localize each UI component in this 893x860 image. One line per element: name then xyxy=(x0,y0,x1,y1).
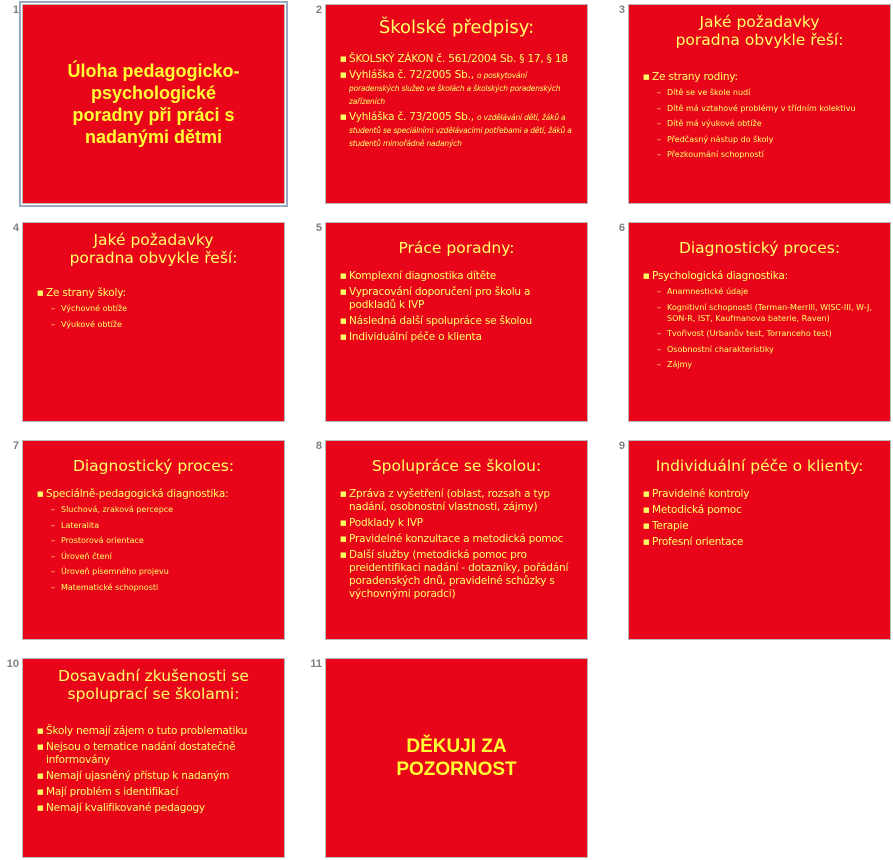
slide-title: Dosavadní zkušenosti se spoluprací se školami: xyxy=(58,667,249,703)
bullet-item: ■ Vypracování doporučení pro školu a podkladů k IVP xyxy=(340,286,579,312)
slide-11[interactable] xyxy=(325,658,588,858)
bullet-item: ■ Pravidelné konzultace a metodická pomoc xyxy=(340,533,579,546)
sub-bullet-item: – Přezkoumání schopností xyxy=(643,149,882,160)
slide-title: Spolupráce se školou: xyxy=(371,457,542,475)
slide-title: Úloha pedagogicko-psychologické poradny při práci s nadanými dětmi xyxy=(67,61,240,147)
slide-7[interactable] xyxy=(22,440,285,640)
sub-bullet-item: – Zájmy xyxy=(643,359,882,370)
slide-title: Individuální péče o klienty: xyxy=(655,457,864,475)
slide-6[interactable] xyxy=(628,222,891,422)
bullet-item: ■ Speciálně-pedagogická diagnostika: xyxy=(37,488,276,501)
bullet-item: ■ Další služby (metodická pomoc pro preidentifikaci nadání - dotazníky, pořádání poradenských dnů, pravidelné schůzky s výchovnými poradci) xyxy=(340,549,579,601)
sub-bullet-item: – Dítě má výukové obtíže xyxy=(643,118,882,129)
sub-bullet-item: – Anamnestické údaje xyxy=(643,286,882,297)
slide-title: Diagnostický proces: xyxy=(72,457,235,475)
slide-number: 1 xyxy=(12,4,19,16)
slide-number: 8 xyxy=(315,440,322,452)
sub-bullet-item: – Kognitivní schopnosti (Terman-Merrill, WISC-III, W-J, SON-R, IST, Kaufmanova baterie, Raven) xyxy=(643,302,882,324)
sub-bullet-item: – Prostorová orientace xyxy=(37,535,276,546)
slide-title: Jaké požadavky poradna obvykle řeší: xyxy=(675,13,844,49)
bullet-item: ■ Nejsou o tematice nadání dostatečně informovány xyxy=(37,741,276,767)
bullet-item: ■ Terapie xyxy=(643,520,882,533)
slide-9[interactable] xyxy=(628,440,891,640)
sub-bullet-item: – Úroveň čtení xyxy=(37,551,276,562)
slide-number: 2 xyxy=(315,4,322,16)
bullet-item: ■ Ze strany rodiny: xyxy=(643,71,882,84)
slide-number: 11 xyxy=(310,658,322,670)
slide-number: 6 xyxy=(618,222,625,234)
sub-bullet-item: – Lateralita xyxy=(37,520,276,531)
slide-2[interactable] xyxy=(325,4,588,204)
bullet-item: ■ Pravidelné kontroly xyxy=(643,488,882,501)
bullet-item: ■ Podklady k IVP xyxy=(340,517,579,530)
slide-number: 5 xyxy=(315,222,322,234)
slide-5[interactable] xyxy=(325,222,588,422)
bullet-item: ■ Následná další spolupráce se školou xyxy=(340,315,579,328)
slide-title: Práce poradny: xyxy=(398,239,515,257)
sub-bullet-item: – Dítě má vztahové problémy v třídním kolektivu xyxy=(643,103,882,114)
sub-bullet-item: – Úroveň písemného projevu xyxy=(37,566,276,577)
slide-8[interactable] xyxy=(325,440,588,640)
sub-bullet-item: – Sluchová, zraková percepce xyxy=(37,504,276,515)
slide-title: Školské předpisy: xyxy=(378,17,535,38)
bullet-item: ■ Komplexní diagnostika dítěte xyxy=(340,270,579,283)
bullet-item: ■ Nemají ujasněný přístup k nadaným xyxy=(37,770,276,783)
slide-number: 4 xyxy=(12,222,19,234)
sub-bullet-item: – Předčasný nástup do školy xyxy=(643,134,882,145)
slide-number: 7 xyxy=(12,440,19,452)
slide-1[interactable] xyxy=(22,4,285,204)
bullet-item: ■ Psychologická diagnostika: xyxy=(643,270,882,283)
sub-bullet-item: – Tvořivost (Urbanův test, Torranceho test) xyxy=(643,328,882,339)
slide-title: DĚKUJI ZA POZORNOST xyxy=(396,736,517,780)
bullet-item: ■ Profesní orientace xyxy=(643,536,882,549)
sub-bullet-item: – Výukové obtíže xyxy=(37,319,276,330)
slide-title: Diagnostický proces: xyxy=(678,239,841,257)
bullet-item: ■ Ze strany školy: xyxy=(37,287,276,300)
slide-number: 3 xyxy=(618,4,625,16)
slide-number: 10 xyxy=(6,658,19,670)
slide-number: 9 xyxy=(618,440,625,452)
bullet-item: ■ Zpráva z vyšetření (oblast, rozsah a typ nadání, osobnostní vlastnosti, zájmy) xyxy=(340,488,579,514)
bullet-item: ■ Vyhláška č. 73/2005 Sb., o vzdělávání dětí, žáků a studentů se speciálními vzdělávacími potřebami a dětí, žáků a studentů mimořádně nadaných xyxy=(340,111,573,150)
slide-3[interactable] xyxy=(628,4,891,204)
slide-title: Jaké požadavky poradna obvykle řeší: xyxy=(69,231,238,267)
sub-bullet-item: – Výchovné obtíže xyxy=(37,303,276,314)
bullet-item: ■ Nemají kvalifikované pedagogy xyxy=(37,802,276,815)
bullet-item: ■ Vyhláška č. 72/2005 Sb., o poskytování poradenských služeb ve školách a školských poradenských zařízeních xyxy=(340,69,573,108)
bullet-item: ■ Mají problém s identifikací xyxy=(37,786,276,799)
sub-bullet-item: – Matematické schopnosti xyxy=(37,582,276,593)
slide-10[interactable] xyxy=(22,658,285,858)
slide-4[interactable] xyxy=(22,222,285,422)
bullet-item: ■ Školy nemají zájem o tuto problematiku xyxy=(37,725,276,738)
bullet-item: ■ ŠKOLSKÝ ZÁKON č. 561/2004 Sb. § 17, § 18 xyxy=(340,53,573,66)
sub-bullet-item: – Osobnostní charakteristiky xyxy=(643,344,882,355)
sub-bullet-item: – Dítě se ve škole nudí xyxy=(643,87,882,98)
bullet-item: ■ Metodická pomoc xyxy=(643,504,882,517)
bullet-item: ■ Individuální péče o klienta xyxy=(340,331,579,344)
